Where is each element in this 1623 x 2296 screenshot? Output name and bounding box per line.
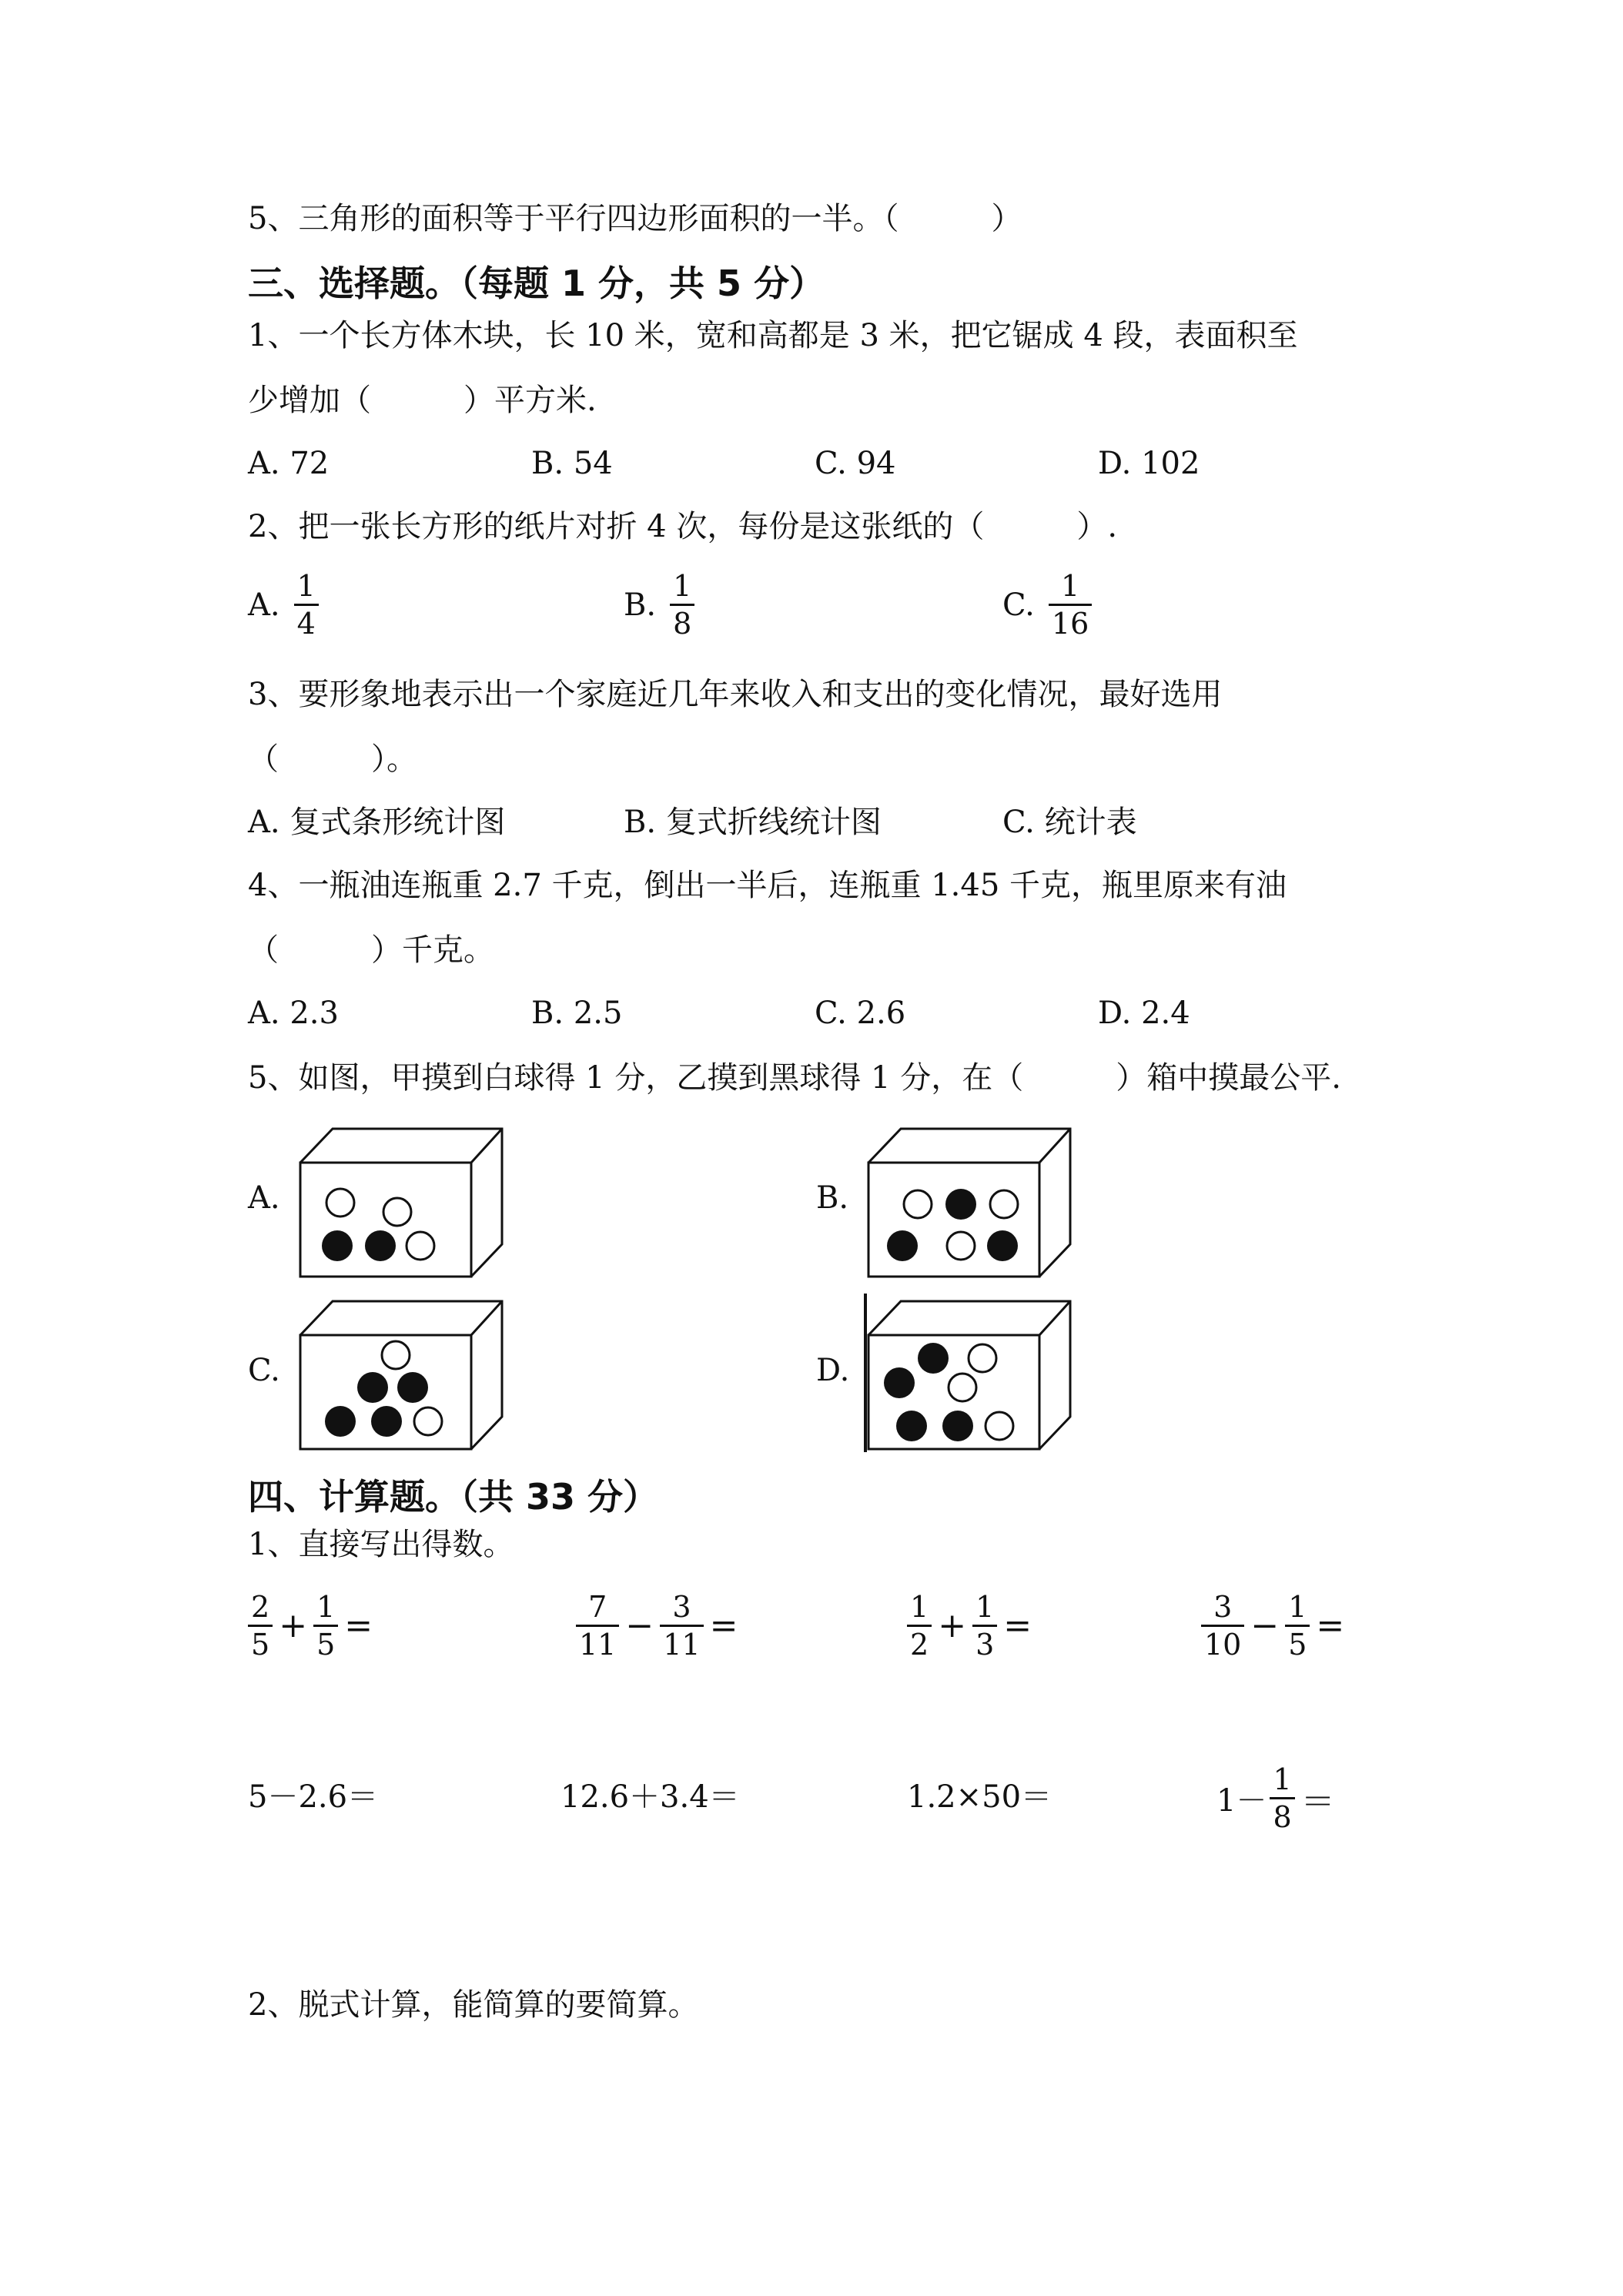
fraction — [660, 1591, 703, 1661]
numerator: 1 — [673, 569, 692, 603]
operator: − — [1250, 1606, 1280, 1645]
denominator: 3 — [972, 1625, 997, 1661]
choice-q3-line1: 3、要形象地表示出一个家庭近几年来收入和支出的变化情况，最好选用 — [248, 677, 1223, 712]
expression-3 — [907, 1591, 1038, 1661]
operator: − — [625, 1606, 654, 1645]
numerator: 7 — [588, 1590, 607, 1624]
denominator: 5 — [248, 1625, 273, 1661]
choice-q2-text: 2、把一张长方形的纸片对折 4 次，每份是这张纸的（ ）. — [248, 509, 1118, 544]
numerator: 1 — [1060, 569, 1080, 603]
equals-sign: = — [709, 1606, 738, 1645]
expression-5: 5－2.6＝ — [248, 1779, 379, 1815]
numerator: 1 — [1273, 1762, 1292, 1796]
expression-8 — [1216, 1763, 1341, 1833]
calc-q1-text: 1、直接写出得数。 — [248, 1527, 514, 1562]
choice-q2-option-c — [1002, 570, 1092, 640]
choice-q4-option-d: D. 2.4 — [1098, 996, 1190, 1031]
fraction — [670, 570, 694, 640]
denominator: 8 — [1270, 1797, 1294, 1833]
fraction — [313, 1591, 338, 1661]
numerator: 1 — [316, 1590, 336, 1624]
section-3-title: 三、选择题。（每题 1 分，共 5 分） — [248, 263, 825, 304]
fraction — [972, 1591, 997, 1661]
equals-sign: = — [1003, 1606, 1032, 1645]
expression-7: 1.2×50＝ — [907, 1779, 1052, 1815]
choice-q4-option-c: C. 2.6 — [815, 996, 906, 1031]
choice-q4-line1: 4、一瓶油连瓶重 2.7 千克，倒出一半后，连瓶重 1.45 千克，瓶里原来有油 — [248, 868, 1287, 903]
choice-q4-option-b: B. 2.5 — [531, 996, 623, 1031]
denominator: 5 — [1285, 1625, 1310, 1661]
denominator: 11 — [576, 1625, 619, 1661]
box-b-label: B. — [816, 1180, 849, 1216]
equals-sign: ＝ — [1300, 1782, 1335, 1822]
expression-1 — [248, 1591, 379, 1661]
denominator: 2 — [907, 1625, 932, 1661]
calc-q2-text: 2、脱式计算，能简算的要简算。 — [248, 1987, 699, 2023]
equals-sign: = — [1316, 1606, 1345, 1645]
expression-6: 12.6＋3.4＝ — [561, 1779, 740, 1815]
equals-sign: = — [344, 1606, 373, 1645]
box-a-label: A. — [248, 1180, 280, 1216]
numerator: 3 — [672, 1590, 691, 1624]
fraction — [1201, 1591, 1244, 1661]
choice-q2-option-a — [248, 570, 319, 640]
fraction — [248, 1591, 273, 1661]
choice-q2-option-b — [624, 570, 694, 640]
expression-lead: 1－ — [1216, 1783, 1267, 1819]
choice-q3-option-a: A. 复式条形统计图 — [248, 805, 506, 840]
numerator: 2 — [251, 1590, 270, 1624]
fraction — [1270, 1763, 1294, 1833]
choice-q3-option-b: B. 复式折线统计图 — [624, 805, 882, 840]
choice-q3-option-c: C. 统计表 — [1002, 805, 1137, 840]
ball-box-d — [862, 1294, 1073, 1452]
choice-q1-option-a: A. 72 — [248, 446, 330, 481]
numerator: 1 — [910, 1590, 929, 1624]
denominator: 5 — [313, 1625, 338, 1661]
fraction — [907, 1591, 932, 1661]
fraction — [294, 570, 319, 640]
choice-q1-option-d: D. 102 — [1098, 446, 1200, 481]
fraction — [1049, 570, 1092, 640]
option-label: C. — [1002, 587, 1035, 623]
choice-q5-text: 5、如图，甲摸到白球得 1 分，乙摸到黑球得 1 分，在（ ）箱中摸最公平. — [248, 1060, 1341, 1096]
option-label: B. — [624, 587, 657, 623]
operator: + — [938, 1606, 967, 1645]
choice-q4-option-a: A. 2.3 — [248, 996, 339, 1031]
ball-box-c — [297, 1298, 505, 1452]
option-label: A. — [248, 587, 280, 623]
judgement-question-5: 5、三角形的面积等于平行四边形面积的一半。（ ） — [248, 201, 1022, 236]
section-4-title: 四、计算题。（共 33 分） — [248, 1476, 659, 1518]
choice-q1-option-b: B. 54 — [531, 446, 613, 481]
expression-4 — [1201, 1591, 1350, 1661]
choice-q1-option-c: C. 94 — [815, 446, 896, 481]
ball-box-a — [297, 1126, 505, 1280]
denominator: 8 — [670, 604, 694, 640]
denominator: 16 — [1049, 604, 1092, 640]
numerator: 3 — [1213, 1590, 1233, 1624]
operator: + — [279, 1606, 308, 1645]
box-c-label: C. — [248, 1353, 280, 1388]
denominator: 11 — [660, 1625, 703, 1661]
fraction — [1285, 1591, 1310, 1661]
choice-q4-line2: （ ）千克。 — [248, 932, 494, 968]
numerator: 1 — [975, 1590, 995, 1624]
choice-q3-line2: （ ）。 — [248, 741, 417, 777]
fraction — [576, 1591, 619, 1661]
denominator: 4 — [294, 604, 319, 640]
expression-2 — [576, 1591, 744, 1661]
box-d-label: D. — [816, 1353, 850, 1388]
numerator: 1 — [296, 569, 316, 603]
choice-q1-line1: 1、一个长方体木块，长 10 米，宽和高都是 3 米，把它锯成 4 段，表面积至 — [248, 318, 1298, 353]
numerator: 1 — [1288, 1590, 1307, 1624]
denominator: 10 — [1201, 1625, 1244, 1661]
choice-q1-line2: 少增加（ ）平方米. — [248, 383, 597, 418]
ball-box-b — [865, 1126, 1073, 1280]
